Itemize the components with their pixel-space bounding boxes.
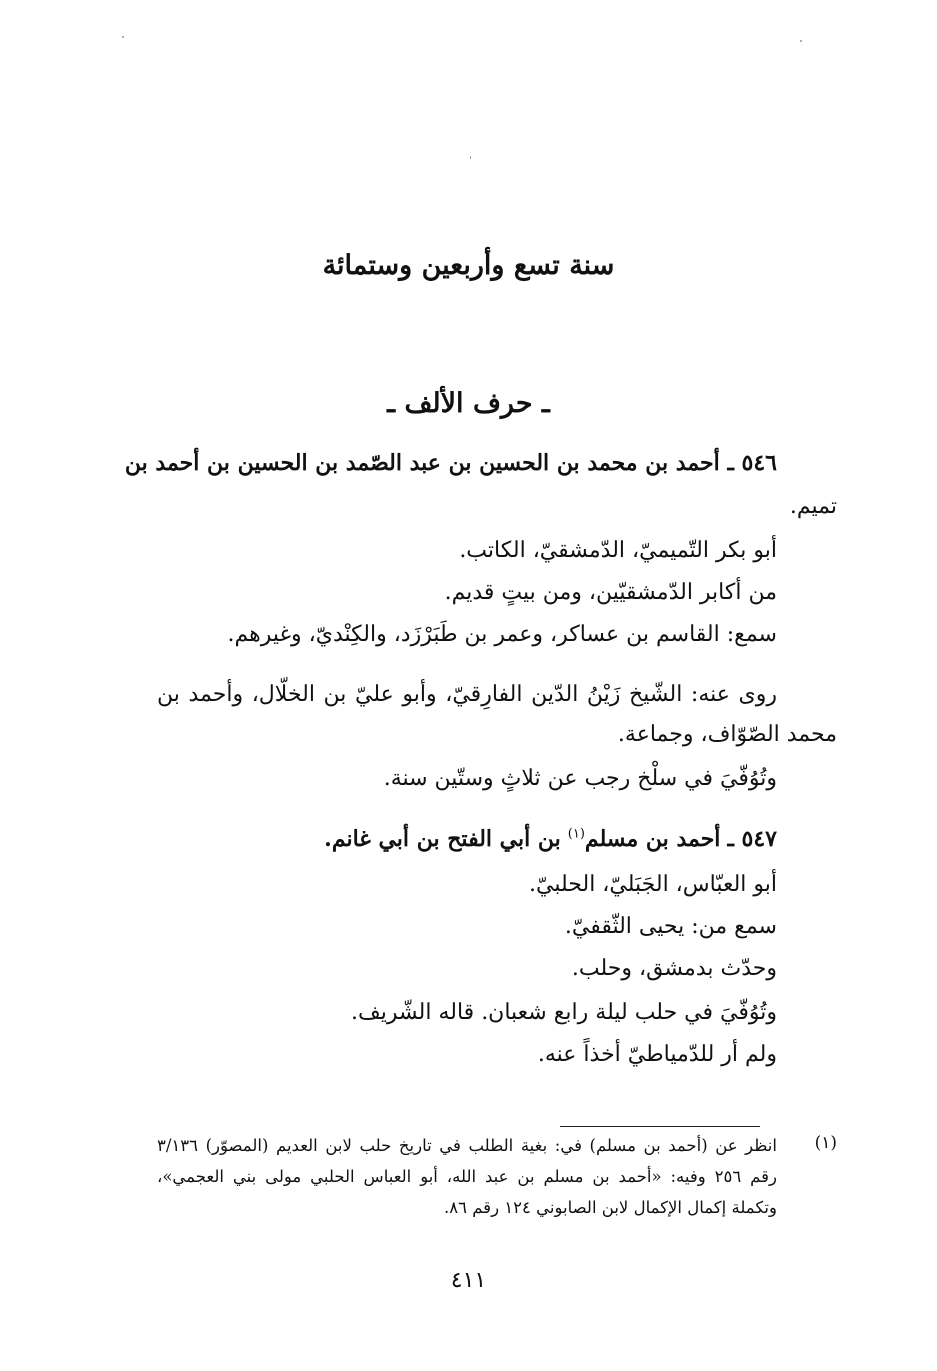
entry-547-note: ولم أر للدّمياطيّ أخذاً عنه. — [537, 1042, 777, 1067]
scan-speck — [800, 40, 802, 42]
scan-speck — [470, 156, 471, 159]
entry-546-kunya: أبو بكر التّميميّ، الدّمشقيّ، الكاتب. — [459, 538, 777, 563]
entry-547-narrated: وحدّث بدمشق، وحلب. — [571, 956, 777, 981]
entry-547-number: ٥٤٧ ـ — [727, 826, 777, 852]
scan-speck — [122, 36, 124, 38]
entry-547-heard: سمع من: يحيى الثّقفيّ. — [564, 914, 777, 939]
entry-546-narrators-continued: محمد الصّوّاف، وجماعة. — [617, 722, 837, 747]
footnote-separator — [560, 1126, 760, 1127]
entry-547-death: وتُوُفّيَ في حلب ليلة رابع شعبان. قاله الشّريف. — [351, 1000, 777, 1025]
entry-546-narrators: روى عنه: الشّيخ زَيْنُ الدّين الفارِقيّ، وأبو عليّ بن الخلّال، وأحمد بن — [157, 682, 777, 707]
entry-546-name: أحمد بن محمد بن الحسين بن عبد الصّمد بن الحسين بن أحمد بن — [124, 450, 720, 476]
entry-546-name-continued: تميم. — [789, 494, 837, 519]
footnote-line: انظر عن (أحمد بن مسلم) في: بغية الطلب في تاريخ حلب لابن العديم (المصوّر) ٣/١٣٦ — [157, 1136, 777, 1155]
page-number: ٤١١ — [450, 1268, 487, 1293]
entry-546-heard: سمع: القاسم بن عساكر، وعمر بن طَبَرْزَد، والكِنْديّ، وغيرهم. — [227, 622, 777, 647]
footnote-line: وتكملة إكمال الإكمال لابن الصابوني ١٢٤ رقم ٨٦. — [443, 1198, 777, 1217]
entry-546-number: ٥٤٦ ـ — [727, 450, 777, 476]
section-heading: ـ حرف الألف ـ — [387, 388, 550, 419]
entry-546-death: وتُوُفّيَ في سلْخ رجب عن ثلاثٍ وستّين سنة. — [383, 766, 777, 791]
footnote-number: (١) — [814, 1133, 837, 1153]
entry-546-heading — [124, 448, 777, 478]
entry-547-kunya: أبو العبّاس، الجَبَليّ، الحلبيّ. — [529, 872, 777, 897]
footnote-line: رقم ٢٥٦ وفيه: «أحمد بن مسلم بن عبد الله، أبو العباس الحلبي مولى بني العجمي»، — [157, 1167, 777, 1186]
entry-547-name-continued: بن أبي الفتح بن أبي غانم. — [324, 826, 561, 852]
footnote-reference[interactable]: (١) — [567, 826, 585, 842]
entry-547-heading — [324, 824, 777, 855]
year-heading: سنة تسع وأربعين وستمائة — [322, 250, 615, 281]
entry-547-name: أحمد بن مسلم — [584, 826, 721, 852]
entry-546-origin: من أكابر الدّمشقيّين، ومن بيتٍ قديم. — [444, 580, 777, 605]
